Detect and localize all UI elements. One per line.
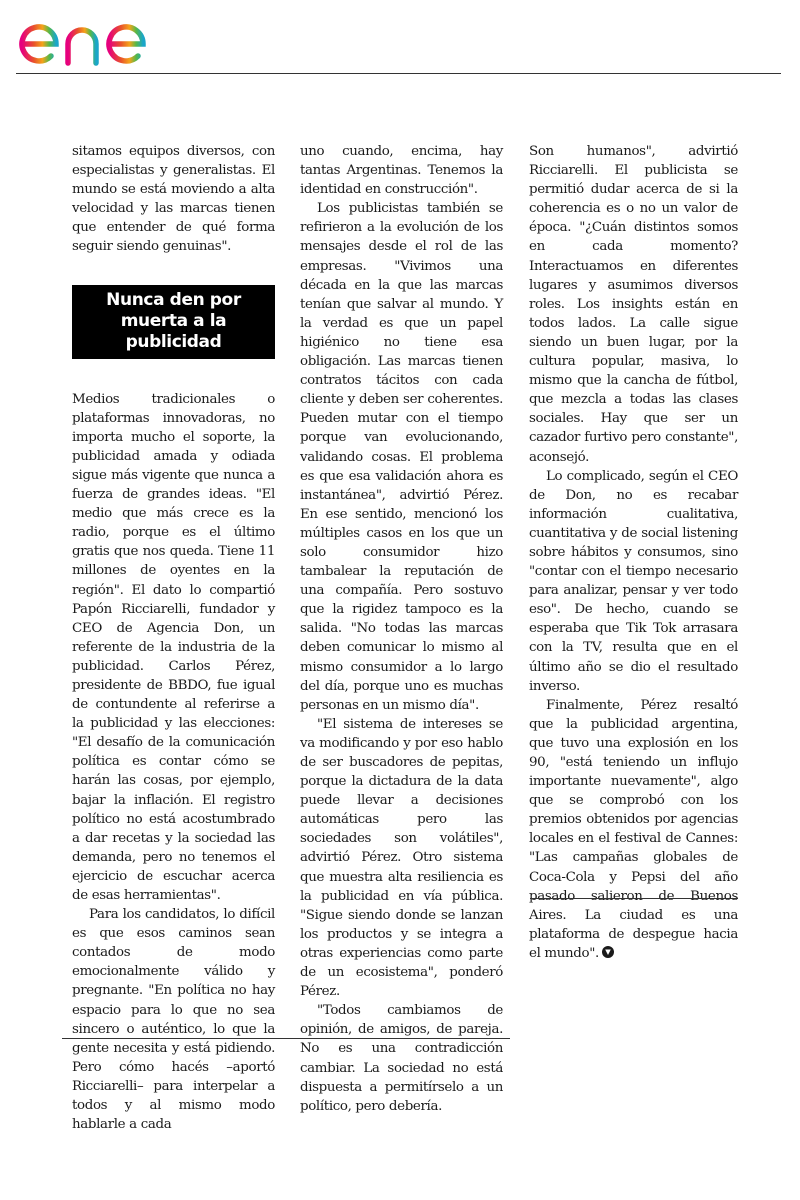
article-closing-text: Finalmente, Pérez resaltó que la publicidad argentina, que tuvo una explosión en los 90, "está teniendo un influjo importante nuevamente", algo que se comprobó con los premios obtenidos por agencias locales en el festival de Cannes: "Las campañas globales de Coca-Cola y Pepsi del año pasado salieron de Buenos Aires. La ciudad es una plataforma de despegue hacia el mundo".: [529, 697, 738, 961]
article-column-2: [300, 142, 503, 1116]
article-end-rule: [530, 898, 738, 899]
end-of-article-mark-icon: [602, 946, 614, 958]
article-paragraph: "El sistema de intereses se va modificando y por eso hablo de ser buscadores de pepitas, porque la dictadura de la data puede llevar a decisiones automáticas pero las sociedades son volátiles", advirtió Pérez. Otro sistema que muestra alta resiliencia es la publicidad en vía pública. "Sigue siendo donde se lanzan los productos y se integra a otras experiencias como parte de un ecosistema", ponderó Pérez.: [300, 716, 503, 1000]
article-paragraph: "Todos cambiamos de opinión, de amigos, de pareja. No es una contradicción cambiar. La sociedad no está dispuesta a permitírselo a un político, pero debería.: [300, 1003, 503, 1114]
bottom-rule: [62, 1038, 510, 1039]
article-paragraph: Lo complicado, según el CEO de Don, no es recabar información cualitativa, cuantitativa y de social listening sobre hábitos y consumos, sino "contar con el tiempo necesario para analizar, pensar y ver todo eso". De hecho, cuando se esperaba que Tik Tok arrasara con la TV, resulta que en el último año se dio el resultado inverso.: [529, 468, 738, 694]
article-column-1: [72, 142, 275, 1134]
article-paragraph: Para los candidatos, lo difícil es que esos caminos sean contados de modo emocionalmente válido y pregnante. "En política no hay espacio para lo que no sea sincero o auténtico, lo que la gente necesita y está pidiendo. Pero cómo hacés –aportó Ricciarelli– para interpelar a todos y al mismo modo hablarle a cada: [72, 907, 275, 1133]
article-paragraph: Medios tradicionales o plataformas innovadoras, no importa mucho el soporte, la publicidad amada y odiada sigue más vigente que nunca a fuerza de grandes ideas. "El medio que más crece es la radio, porque es el último gratis que nos queda. Tiene 11 millones de oyentes en la región". El dato lo compartió Papón Ricciarelli, fundador y CEO de Agencia Don, un referente de la industria de la publicidad. Carlos Pérez, presidente de BBDO, fue igual de contundente al referirse a la publicidad y las elecciones: "El desafío de la comunicación política es contar cómo se harán las cosas, por ejemplo, bajar la inflación. El registro político no está acostumbrado a dar recetas y la sociedad las demanda, pero no tenemos el ejercicio de escuchar acerca de esas herramientas".: [72, 391, 275, 903]
article-paragraph: Los publicistas también se refirieron a la evolución de los mensajes desde el rol de las empresas. "Vivimos una década en la que las marcas tenían que salvar al mundo. Y la verdad es que un papel higiénico no tiene esa obligación. Las marcas tienen contratos tácitos con cada cliente y deben ser coherentes. Pueden mutar con el tiempo porque van evolucionando, validando cosas. El problema es que esa validación ahora es instantánea", advirtió Pérez. En ese sentido, mencionó los múltiples casos en los que un solo consumidor hizo tambalear la reputación de una compañía. Pero sostuvo que la rigidez tampoco es la salida. "No todas las marcas deben comunicar lo mismo al mismo consumidor a lo largo del día, porque uno es muchas personas en un mismo día".: [300, 201, 503, 713]
article-paragraph: uno cuando, encima, hay tantas Argentinas. Tenemos la identidad en construcción".: [300, 144, 503, 198]
article-column-3: [529, 142, 738, 963]
section-subhead: Nunca den por muerta a la publicidad: [72, 285, 275, 359]
enel-logo: [16, 4, 182, 66]
article-paragraph: sitamos equipos diversos, con especialistas y generalistas. El mundo se está moviendo a alta velocidad y las marcas tienen que entender de qué forma seguir siendo genuinas".: [72, 144, 275, 255]
article-paragraph: Son humanos", advirtió Ricciarelli. El publicista se permitió dudar acerca de si la coherencia es o no un valor de época. "¿Cuán distintos somos en cada momento? Interactuamos en diferentes lugares y asumimos diversos roles. Los insights están en todos lados. La calle sigue siendo un buen lugar, por la cultura popular, masiva, lo mismo que la cancha de fútbol, que mezcla a todas las clases sociales. Hay que ser un cazador furtivo pero constante", aconsejó.: [529, 144, 738, 465]
article-paragraph: [529, 696, 738, 963]
header-rule: [16, 73, 781, 74]
